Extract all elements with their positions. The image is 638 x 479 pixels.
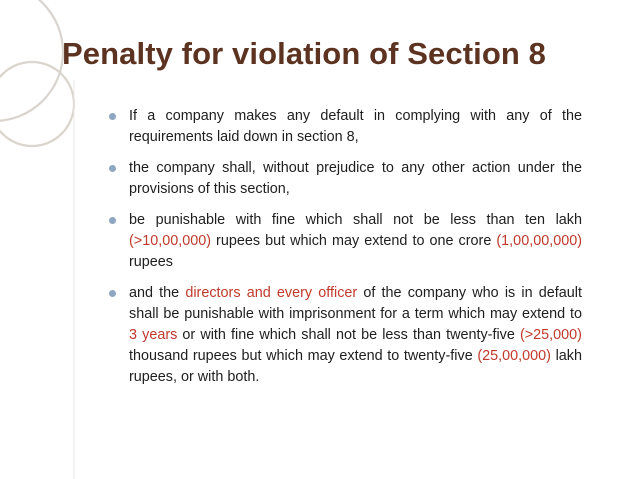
bullet-item bbox=[106, 283, 582, 388]
bullet-dot-icon bbox=[109, 113, 116, 120]
bullet-item bbox=[106, 158, 582, 200]
bullet-text bbox=[129, 160, 582, 197]
bullet-item bbox=[106, 106, 582, 148]
bullet-text-segment: If a company makes any default in complying with any of the requirements laid down in section 8, bbox=[129, 108, 582, 145]
bullet-text-segment: rupees but which may extend to one crore bbox=[211, 233, 497, 249]
highlighted-text: (25,00,000) bbox=[477, 348, 551, 364]
bullet-item bbox=[106, 210, 582, 273]
slide-title: Penalty for violation of Section 8 bbox=[62, 36, 546, 71]
bullet-text-segment: thousand rupees but which may extend to twenty-five bbox=[129, 348, 478, 364]
bullet-dot-icon bbox=[109, 290, 116, 297]
bullet-text bbox=[129, 212, 582, 270]
bullet-text bbox=[129, 108, 582, 145]
decorative-ring-large bbox=[0, 0, 63, 121]
highlighted-text: 3 years bbox=[129, 327, 178, 343]
bullet-text-segment: the company shall, without prejudice to any other action under the provisions of this section, bbox=[129, 160, 582, 197]
bullet-text bbox=[129, 285, 582, 385]
highlighted-text: (>25,000) bbox=[519, 327, 582, 343]
bullet-text-segment: lakh rupees, or with both. bbox=[129, 348, 582, 385]
bullet-dot-icon bbox=[109, 217, 116, 224]
bullet-text-segment: or with fine which shall not be less than twenty-five bbox=[177, 327, 520, 343]
highlighted-text: (>10,00,000) bbox=[129, 233, 212, 249]
bullet-text-segment: be punishable with fine which shall not be less than ten lakh bbox=[129, 212, 582, 228]
decorative-ring-small bbox=[0, 62, 74, 146]
bullet-text-segment: of the company who is in default shall be punishable with imprisonment for a term which may extend to bbox=[129, 285, 582, 322]
highlighted-text: (1,00,00,000) bbox=[496, 233, 582, 249]
bullet-text-segment: rupees bbox=[129, 254, 174, 270]
bullet-text-segment: and the bbox=[129, 285, 186, 301]
bullet-list bbox=[106, 106, 582, 398]
highlighted-text: directors and every officer bbox=[185, 285, 358, 301]
bullet-dot-icon bbox=[109, 165, 116, 172]
